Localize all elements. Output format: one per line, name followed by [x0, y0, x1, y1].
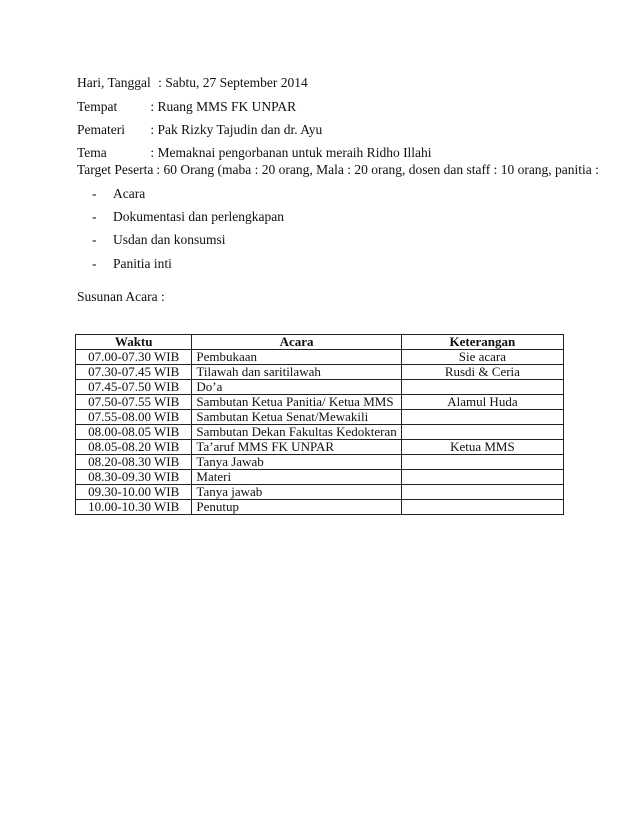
- time-cell: 07.30-07.45 WIB: [76, 365, 192, 380]
- note-cell: [401, 470, 563, 485]
- theme-value: : Memaknai pengorbanan untuk meraih Ridho Illahi: [150, 145, 432, 160]
- note-cell: [401, 380, 563, 395]
- table-row: [76, 380, 564, 395]
- note-cell: Rusdi & Ceria: [401, 365, 563, 380]
- time-cell: 08.05-08.20 WIB: [76, 440, 192, 455]
- note-cell: Ketua MMS: [401, 440, 563, 455]
- time-cell: 07.55-08.00 WIB: [76, 410, 192, 425]
- event-cell: Tanya jawab: [192, 485, 401, 500]
- table-row: [76, 425, 564, 440]
- schedule-heading: Susunan Acara :: [77, 289, 165, 304]
- column-header-time: Waktu: [76, 335, 192, 350]
- table-row: [76, 395, 564, 410]
- target-value: : 60 Orang (maba : 20 orang, Mala : 20 orang, dosen dan staff : 10 orang, panitia :: [156, 162, 599, 177]
- dash-bullet: -: [92, 209, 97, 224]
- note-cell: [401, 410, 563, 425]
- info-place-row: [77, 99, 296, 115]
- time-cell: 08.00-08.05 WIB: [76, 425, 192, 440]
- time-cell: 07.00-07.30 WIB: [76, 350, 192, 365]
- table-header-row: [76, 335, 564, 350]
- list-item-label: Acara: [113, 186, 146, 201]
- time-cell: 08.30-09.30 WIB: [76, 470, 192, 485]
- time-cell: 07.45-07.50 WIB: [76, 380, 192, 395]
- note-cell: Sie acara: [401, 350, 563, 365]
- info-date-row: [77, 75, 308, 91]
- list-item: [92, 232, 226, 248]
- time-cell: 08.20-08.30 WIB: [76, 455, 192, 470]
- schedule-table: [75, 334, 564, 515]
- date-label: Hari, Tanggal: [77, 75, 151, 90]
- table-row: [76, 485, 564, 500]
- event-cell: Tilawah dan saritilawah: [192, 365, 401, 380]
- time-cell: 07.50-07.55 WIB: [76, 395, 192, 410]
- dash-bullet: -: [92, 186, 97, 201]
- event-cell: Sambutan Ketua Panitia/ Ketua MMS: [192, 395, 401, 410]
- place-label: Tempat: [77, 99, 118, 114]
- event-cell: Pembukaan: [192, 350, 401, 365]
- list-item-label: Panitia inti: [113, 256, 172, 271]
- event-cell: Ta’aruf MMS FK UNPAR: [192, 440, 401, 455]
- note-cell: [401, 500, 563, 515]
- table-row: [76, 365, 564, 380]
- column-header-event: Acara: [192, 335, 401, 350]
- speaker-value: : Pak Rizky Tajudin dan dr. Ayu: [150, 122, 323, 137]
- speaker-label: Pemateri: [77, 122, 125, 137]
- info-theme-row: [77, 145, 432, 161]
- event-cell: Materi: [192, 470, 401, 485]
- table-row: [76, 410, 564, 425]
- date-value: : Sabtu, 27 September 2014: [158, 75, 308, 90]
- event-cell: Sambutan Ketua Senat/Mewakili: [192, 410, 401, 425]
- note-cell: [401, 455, 563, 470]
- time-cell: 09.30-10.00 WIB: [76, 485, 192, 500]
- table-row: [76, 455, 564, 470]
- place-value: : Ruang MMS FK UNPAR: [150, 99, 297, 114]
- list-item: [92, 209, 284, 225]
- info-speaker-row: [77, 122, 322, 138]
- dash-bullet: -: [92, 232, 97, 247]
- event-cell: Tanya Jawab: [192, 455, 401, 470]
- table-row: [76, 440, 564, 455]
- list-item: [92, 256, 172, 272]
- dash-bullet: -: [92, 256, 97, 271]
- note-cell: Alamul Huda: [401, 395, 563, 410]
- event-cell: Penutup: [192, 500, 401, 515]
- event-cell: Do’a: [192, 380, 401, 395]
- info-target-row: [77, 162, 599, 178]
- time-cell: 10.00-10.30 WIB: [76, 500, 192, 515]
- theme-label: Tema: [77, 145, 107, 160]
- column-header-note: Keterangan: [401, 335, 563, 350]
- list-item-label: Usdan dan konsumsi: [113, 232, 226, 247]
- list-item-label: Dokumentasi dan perlengkapan: [113, 209, 284, 224]
- target-label: Target Peserta: [77, 162, 154, 177]
- list-item: [92, 186, 145, 202]
- event-cell: Sambutan Dekan Fakultas Kedokteran: [192, 425, 401, 440]
- note-cell: [401, 485, 563, 500]
- table-row: [76, 500, 564, 515]
- table-row: [76, 470, 564, 485]
- table-row: [76, 350, 564, 365]
- note-cell: [401, 425, 563, 440]
